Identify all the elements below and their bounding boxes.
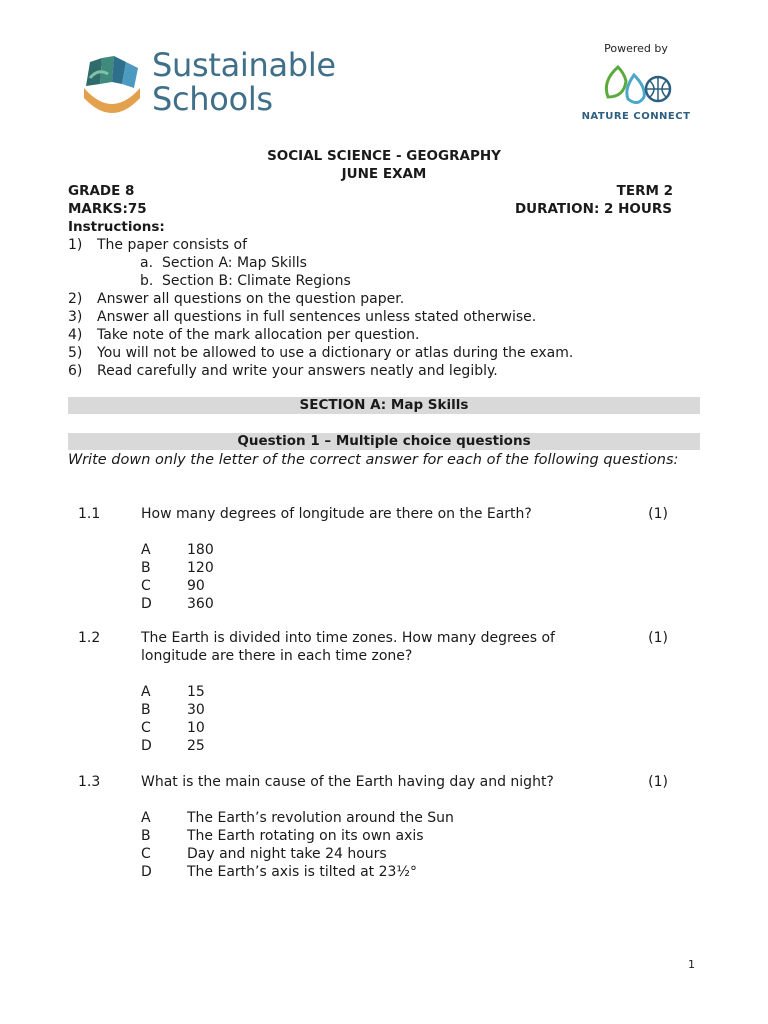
option-letter: B xyxy=(141,702,151,718)
option-letter: C xyxy=(141,846,151,862)
question-number: 1.1 xyxy=(78,506,101,522)
page-number: 1 xyxy=(688,958,695,971)
answer-option xyxy=(141,827,668,845)
question-item xyxy=(78,505,668,613)
question-text: How many degrees of longitude are there on the Earth? xyxy=(141,506,532,522)
instruction-item xyxy=(68,308,573,326)
instruction-number: 5) xyxy=(68,345,83,361)
option-letter: A xyxy=(141,810,151,826)
option-letter: B xyxy=(141,560,151,576)
instruction-text: Answer all questions in full sentences unless stated otherwise. xyxy=(97,309,537,325)
option-text: The Earth’s axis is tilted at 23½° xyxy=(187,864,417,880)
option-letter: B xyxy=(141,828,151,844)
option-letter: A xyxy=(141,684,151,700)
question-mark: (1) xyxy=(648,506,668,522)
answer-option xyxy=(141,541,668,559)
question-item xyxy=(78,773,668,881)
duration-label: DURATION: 2 HOURS xyxy=(514,201,672,217)
sub-item-letter: a. xyxy=(140,255,154,271)
instruction-item xyxy=(68,326,573,344)
option-letter: C xyxy=(141,578,151,594)
answer-option xyxy=(141,737,668,755)
question-text: The Earth is divided into time zones. How many degrees of longitude are there in each time zone? xyxy=(141,630,555,664)
answer-option xyxy=(141,683,668,701)
instruction-sub-item xyxy=(140,272,573,290)
question-item xyxy=(78,629,668,755)
instructions-list xyxy=(68,236,573,380)
option-text: 90 xyxy=(187,578,205,594)
option-letter: C xyxy=(141,720,151,736)
instructions-heading: Instructions: xyxy=(68,219,165,235)
instruction-item xyxy=(68,236,573,254)
option-text: 15 xyxy=(187,684,205,700)
instruction-number: 3) xyxy=(68,309,83,325)
question-mark: (1) xyxy=(648,630,668,646)
question-number: 1.2 xyxy=(78,630,101,646)
answer-option xyxy=(141,577,668,595)
term-label: TERM 2 xyxy=(616,183,673,199)
answer-option xyxy=(141,595,668,613)
sub-item-text: Section A: Map Skills xyxy=(162,255,307,271)
option-text: The Earth rotating on its own axis xyxy=(187,828,424,844)
question-number: 1.3 xyxy=(78,774,101,790)
option-text: 120 xyxy=(187,560,214,576)
question-1-heading: Question 1 – Multiple choice questions xyxy=(68,433,700,450)
option-text: 180 xyxy=(187,542,214,558)
answer-option xyxy=(141,559,668,577)
partner-name: NATURE CONNECT xyxy=(581,111,691,122)
option-text: 25 xyxy=(187,738,205,754)
instruction-number: 2) xyxy=(68,291,83,307)
powered-by-label: Powered by xyxy=(604,42,668,55)
powered-by-block xyxy=(578,42,694,122)
answer-option xyxy=(141,701,668,719)
option-text: 10 xyxy=(187,720,205,736)
answer-option xyxy=(141,719,668,737)
logo-wordmark xyxy=(152,48,336,116)
instruction-text: Answer all questions on the question paper. xyxy=(97,291,405,307)
answer-option xyxy=(141,863,668,881)
answer-options xyxy=(141,683,668,755)
instruction-number: 1) xyxy=(68,237,83,253)
option-text: 30 xyxy=(187,702,205,718)
instruction-text: Read carefully and write your answers neatly and legibly. xyxy=(97,363,498,379)
logo-line-1: Sustainable xyxy=(152,46,336,84)
option-letter: D xyxy=(141,596,152,612)
answer-options xyxy=(141,809,668,881)
instruction-item xyxy=(68,344,573,362)
option-text: 360 xyxy=(187,596,214,612)
instruction-item xyxy=(68,290,573,308)
option-letter: D xyxy=(141,864,152,880)
option-letter: A xyxy=(141,542,151,558)
sub-item-letter: b. xyxy=(140,273,154,289)
nature-connect-icon xyxy=(598,63,674,107)
sustainable-schools-logo xyxy=(78,48,336,116)
grade-term-row xyxy=(68,183,672,199)
grade-label: GRADE 8 xyxy=(68,183,135,199)
question-1-instructions: Write down only the letter of the correct answer for each of the following questions: xyxy=(68,452,679,468)
instruction-number: 6) xyxy=(68,363,83,379)
marks-duration-row xyxy=(68,201,672,217)
option-letter: D xyxy=(141,738,152,754)
instruction-text: The paper consists of xyxy=(97,237,248,253)
exam-subject: SOCIAL SCIENCE - GEOGRAPHY xyxy=(267,148,501,164)
answer-option xyxy=(141,809,668,827)
instruction-text: Take note of the mark allocation per question. xyxy=(97,327,420,343)
marks-label: MARKS:75 xyxy=(68,201,147,217)
instruction-sub-item xyxy=(140,254,573,272)
book-leaf-icon xyxy=(78,48,146,116)
exam-name: JUNE EXAM xyxy=(341,166,427,182)
question-text: What is the main cause of the Earth having day and night? xyxy=(141,774,554,790)
question-mark: (1) xyxy=(648,774,668,790)
option-text: Day and night take 24 hours xyxy=(187,846,387,862)
option-text: The Earth’s revolution around the Sun xyxy=(187,810,454,826)
instruction-item xyxy=(68,362,573,380)
answer-option xyxy=(141,845,668,863)
answer-options xyxy=(141,541,668,613)
section-a-heading: SECTION A: Map Skills xyxy=(68,397,700,414)
logo-line-2: Schools xyxy=(152,80,273,118)
instruction-number: 4) xyxy=(68,327,83,343)
instruction-text: You will not be allowed to use a dictionary or atlas during the exam. xyxy=(97,345,574,361)
sub-item-text: Section B: Climate Regions xyxy=(162,273,351,289)
